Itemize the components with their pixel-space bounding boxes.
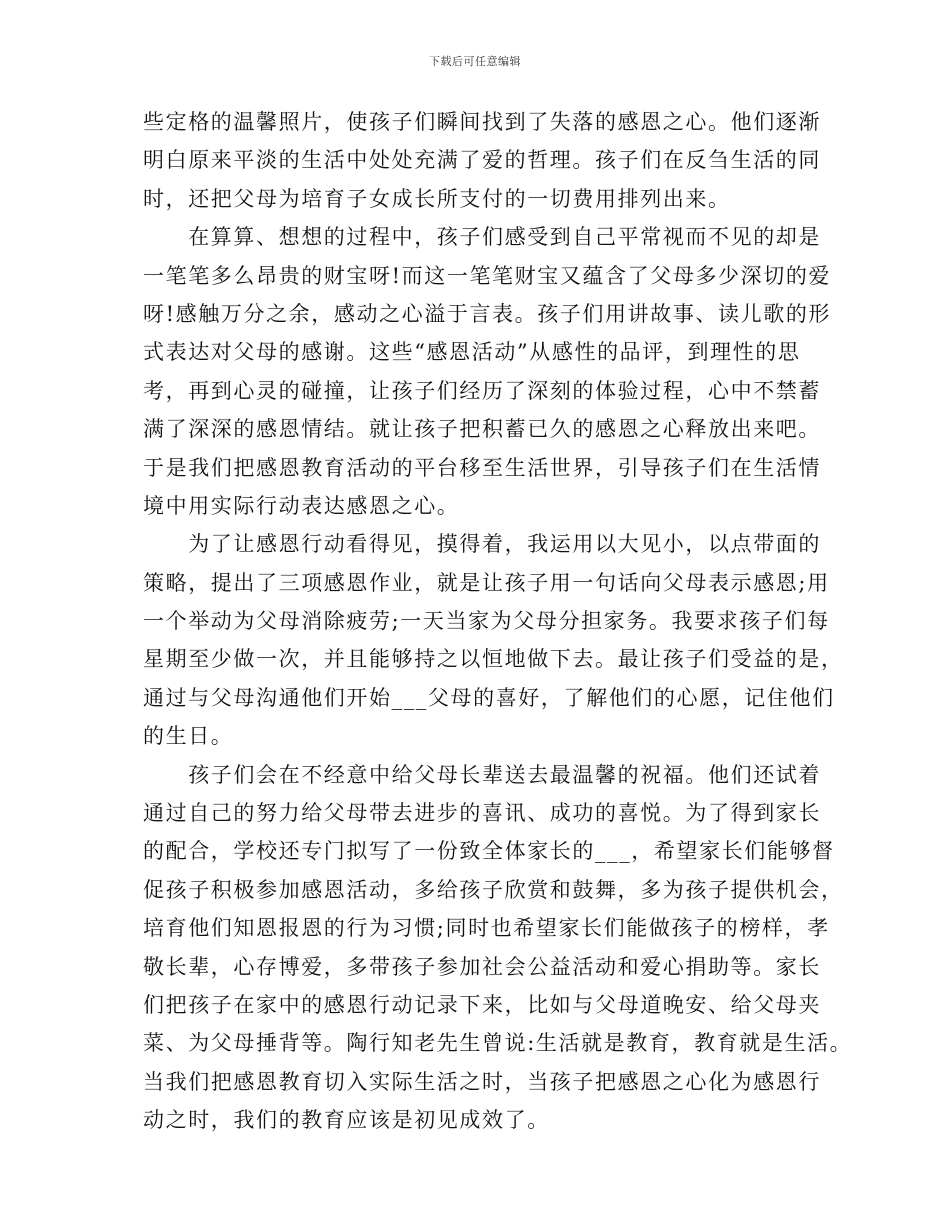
text-line: 菜、为父母捶背等。陶行知老先生曾说:生活就是教育，教育就是生活。 — [143, 1031, 853, 1056]
text-line: 时，还把父母为培育子女成长所支付的一切费用排列出来。 — [143, 186, 731, 211]
text-line: 明白原来平淡的生活中处处充满了爱的哲理。孩子们在反刍生活的同 — [143, 148, 821, 173]
text-line: 在算算、想想的过程中，孩子们感受到自己平常视而不见的却是 — [143, 225, 821, 250]
text-line: 们把孩子在家中的感恩行动记录下来，比如与父母道晚安、给父母夹 — [143, 992, 821, 1017]
text-line: 敬长辈，心存博爱，多带孩子参加社会公益活动和爱心捐助等。家长 — [143, 954, 821, 979]
text-line: 为了让感恩行动看得见，摸得着，我运用以大见小，以点带面的 — [143, 532, 821, 557]
text-line: 通过自己的努力给父母带去进步的喜讯、成功的喜悦。为了得到家长 — [143, 801, 821, 826]
text-line: 的生日。 — [143, 724, 234, 749]
text-line: 一笔笔多么昂贵的财宝呀!而这一笔笔财宝又蕴含了父母多少深切的爱 — [143, 263, 832, 288]
text-line: 于是我们把感恩教育活动的平台移至生活世界，引导孩子们在生活情 — [143, 455, 821, 480]
text-line: 式表达对父母的感谢。这些“感恩活动”从感性的品评，到理性的思 — [143, 340, 801, 365]
text-line: 动之时，我们的教育应该是初见成效了。 — [143, 1108, 550, 1133]
text-line: 满了深深的感恩情结。就让孩子把积蓄已久的感恩之心释放出来吧。 — [143, 417, 821, 442]
text-line: 策略，提出了三项感恩作业，就是让孩子用一句话向父母表示感恩;用 — [143, 570, 830, 595]
text-line: 促孩子积极参加感恩活动，多给孩子欣赏和鼓舞，多为孩子提供机会， — [143, 877, 844, 902]
text-line: 些定格的温馨照片，使孩子们瞬间找到了失落的感恩之心。他们逐渐 — [143, 110, 821, 134]
text-line: 一个举动为父母消除疲劳;一天当家为父母分担家务。我要求孩子们每 — [143, 609, 830, 634]
text-line: 孩子们会在不经意中给父母长辈送去最温馨的祝福。他们还试着 — [143, 762, 821, 787]
text-line: 当我们把感恩教育切入实际生活之时，当孩子把感恩之心化为感恩行 — [143, 1069, 821, 1094]
text-line: 培育他们知恩报恩的行为习惯;同时也希望家长们能做孩子的榜样，孝 — [143, 916, 830, 941]
page-header: 下载后可任意编辑 — [429, 55, 521, 68]
text-line: 通过与父母沟通他们开始___父母的喜好，了解他们的心愿，记住他们 — [143, 685, 835, 710]
text-line: 呀!感触万分之余，感动之心溢于言表。孩子们用讲故事、读儿歌的形 — [143, 301, 832, 326]
text-line: 的配合，学校还专门拟写了一份致全体家长的___，希望家长们能够督 — [143, 839, 835, 864]
body-text — [143, 103, 853, 1140]
text-line: 星期至少做一次，并且能够持之以恒地做下去。最让孩子们受益的是， — [143, 647, 844, 672]
text-line: 考，再到心灵的碰撞，让孩子们经历了深刻的体验过程，心中不禁蓄 — [143, 378, 821, 403]
text-line: 境中用实际行动表达感恩之心。 — [143, 493, 460, 518]
